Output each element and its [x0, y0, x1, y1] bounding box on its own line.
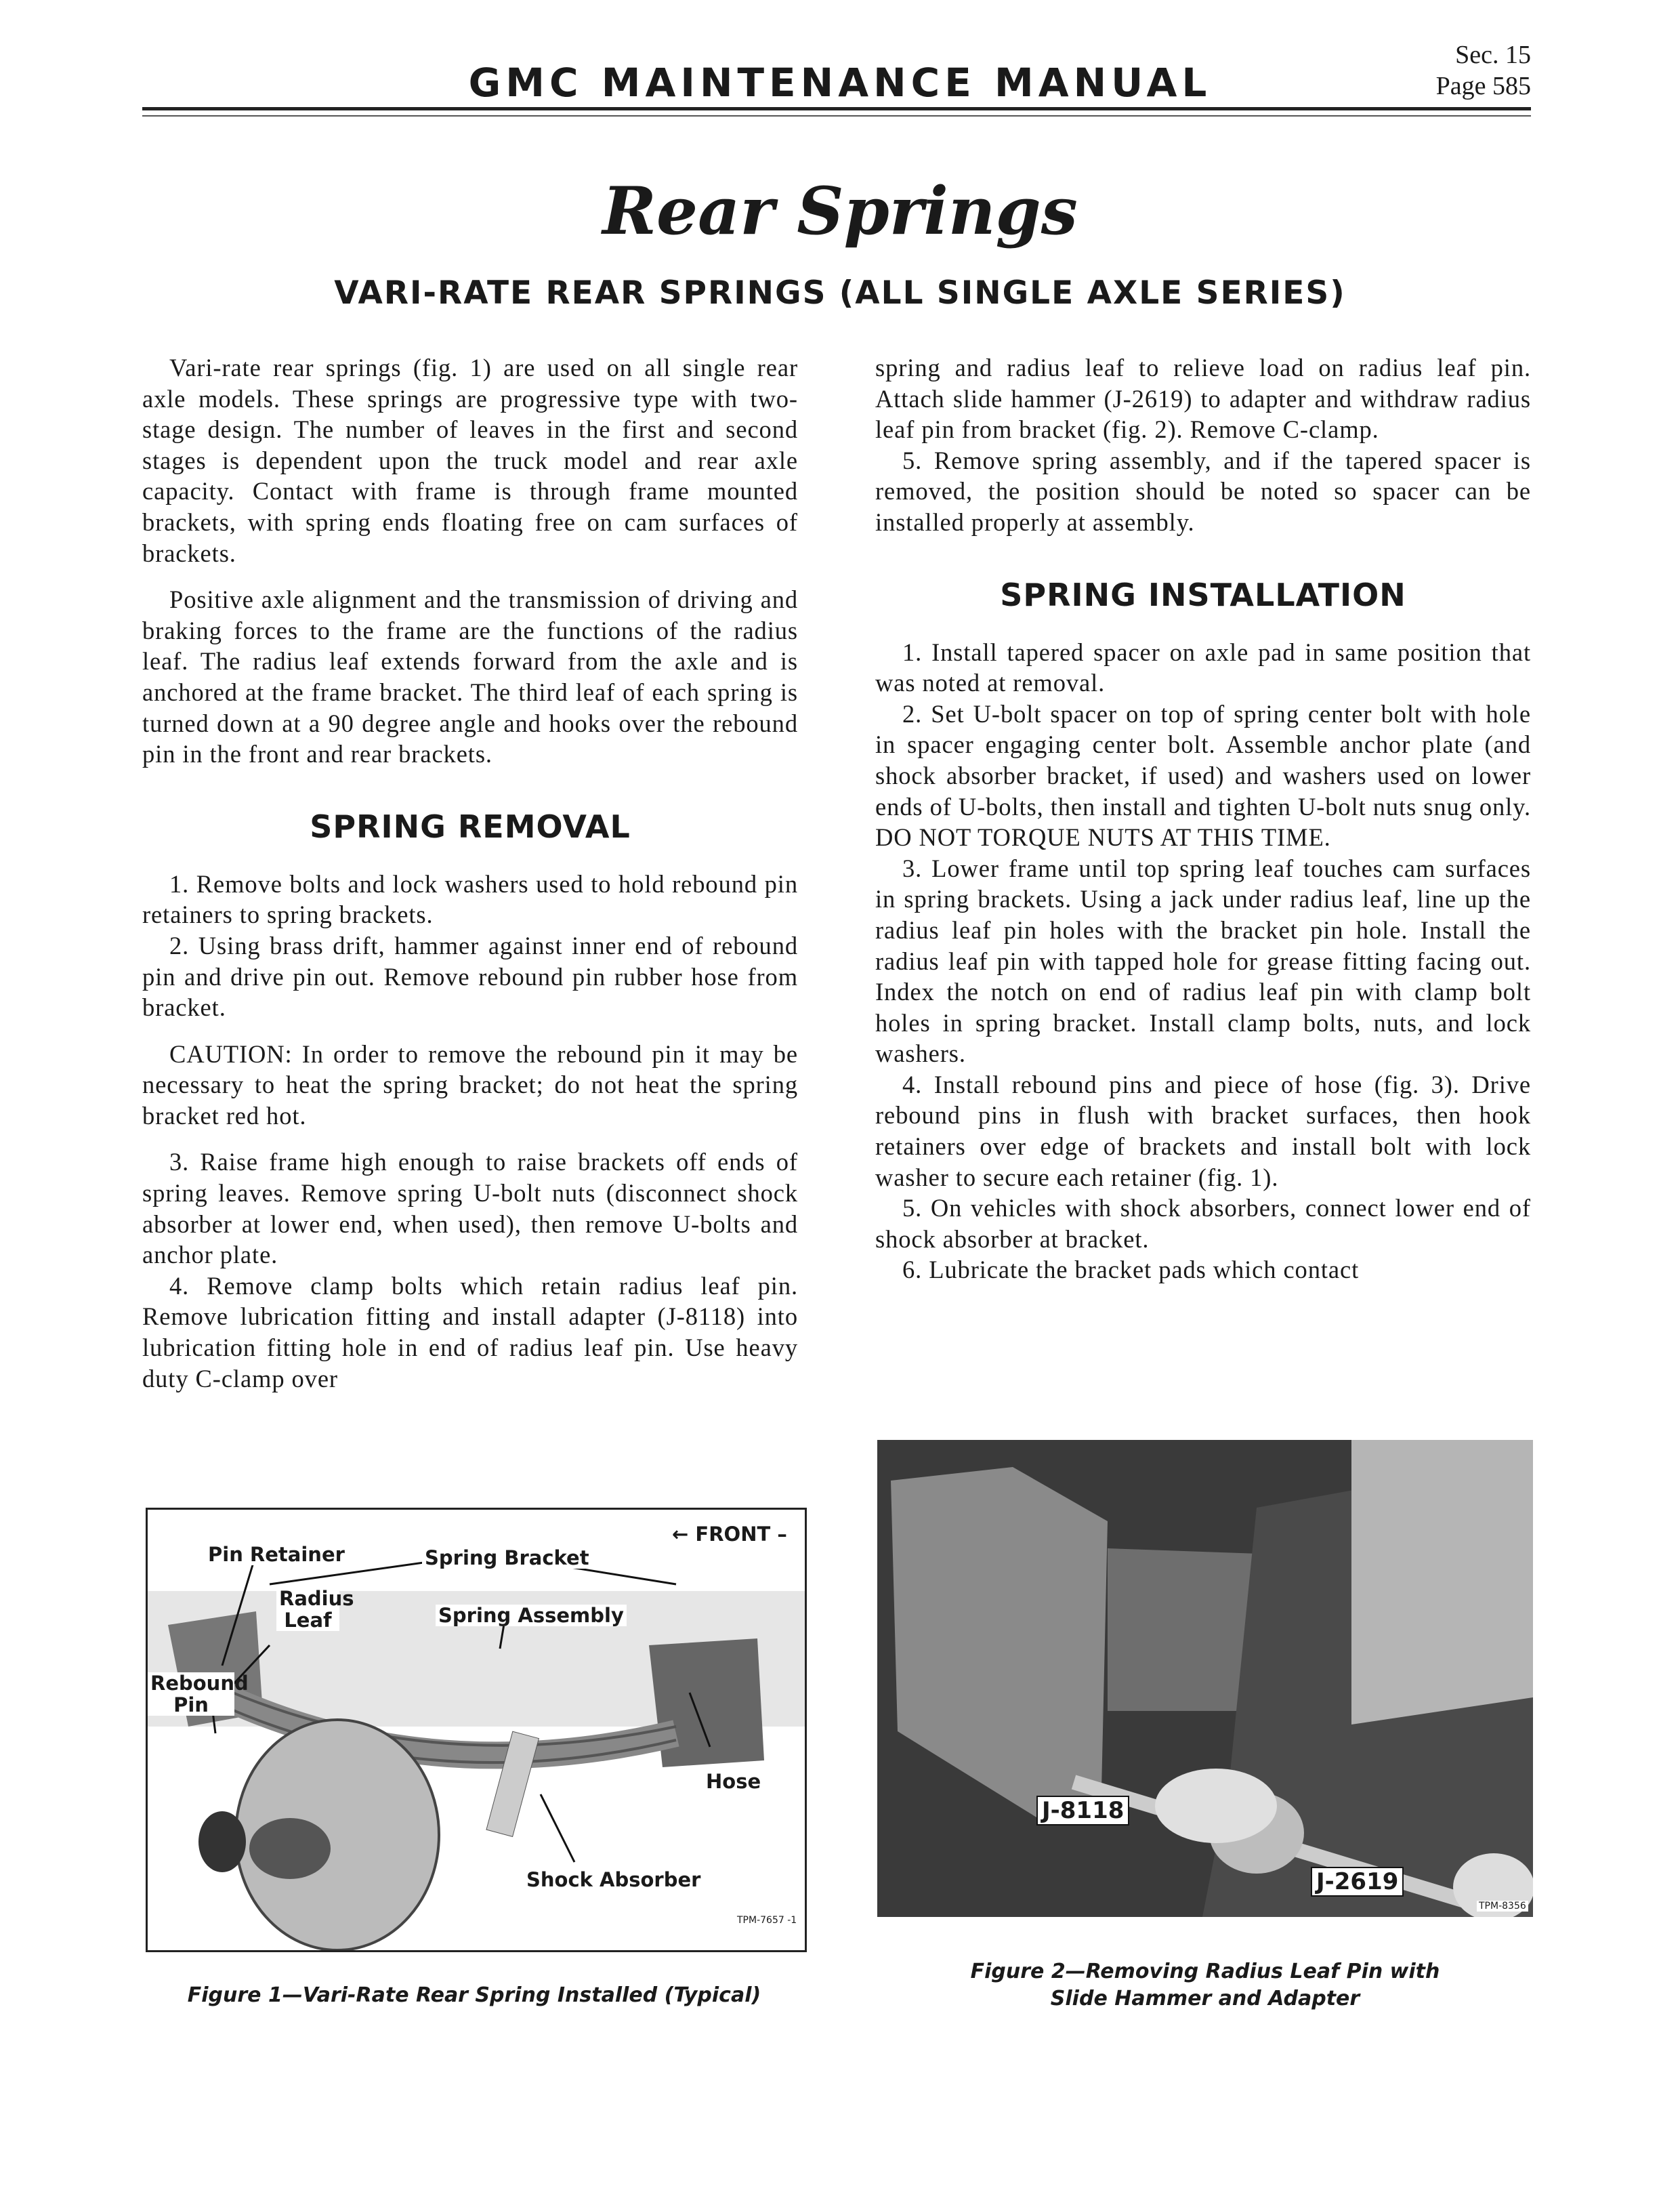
spring-installation-heading: SPRING INSTALLATION — [1000, 576, 1406, 613]
step: 5. On vehicles with shock absorbers, connect lower end of shock absorber at bracket. — [875, 1194, 1531, 1253]
figure-2-photo — [877, 1440, 1533, 1917]
caution: CAUTION: In order to remove the rebound pin it may be necessary to heat the spring bracket; do not heat the spring bracket red hot. — [142, 1039, 798, 1130]
tag-j-2619: J-2619 — [1311, 1867, 1404, 1897]
section-page-info — [1389, 39, 1531, 102]
chapter-title: Rear Springs — [602, 173, 1078, 249]
section-heading: VARI-RATE REAR SPRINGS (ALL SINGLE AXLE SERIES) — [334, 274, 1346, 312]
step: 1. Install tapered spacer on axle pad in same position that was noted at removal. — [875, 638, 1531, 697]
step: 6. Lubricate the bracket pads which contact — [902, 1256, 1360, 1284]
caption-line: Slide Hammer and Adapter — [1050, 1987, 1360, 2010]
section-number: Sec. 15 — [1455, 41, 1531, 69]
step: 4. Install rebound pins and piece of hose (fig. 3). Drive rebound pins in flush with bracket surfaces, then hook retainers over edge of brackets and install bolt with lock washer to secure each retainer (fig. 1). — [875, 1070, 1531, 1191]
step: 2. Set U-bolt spacer on top of spring center bolt with hole in spacer engaging center bolt. Assemble anchor plate (and shock absorber bracket, if used) and washers used on lower ends of U-bolts, then install and tighten U-bolt nuts snug only. DO NOT TORQUE NUTS AT THIS TIME. — [875, 699, 1531, 852]
figure-code: TPM-7657 -1 — [737, 1915, 797, 1926]
label-radius-leaf: Radius Leaf — [276, 1588, 339, 1631]
label-hose: Hose — [703, 1771, 763, 1792]
spring-removal-heading: SPRING REMOVAL — [310, 808, 631, 845]
paragraph: Positive axle alignment and the transmission of driving and braking forces to the frame are the functions of the radius leaf. The radius leaf extends forward from the axle and is anchored at the frame bracket. The third leaf of each spring is turned down at a 90 degree angle and hooks over the rebound pin in the front and rear brackets. — [142, 585, 798, 768]
step: 3. Raise frame high enough to raise brackets off ends of spring leaves. Remove spring U-bolt nuts (disconnect shock absorber at lower end, when used), then remove U-bolts and anchor plate. — [142, 1148, 798, 1269]
header-rule-thin — [142, 115, 1531, 117]
step: 5. Remove spring assembly, and if the tapered spacer is removed, the position should be noted so spacer can be installed properly at assembly. — [875, 446, 1531, 536]
paragraph: spring and radius leaf to relieve load on radius leaf pin. Attach slide hammer (J-2619) to adapter and withdraw radius leaf pin from bracket (fig. 2). Remove C-clamp. — [875, 354, 1531, 444]
page-number: Page 585 — [1435, 72, 1531, 100]
paragraph: Vari-rate rear springs (fig. 1) are used on all single rear axle models. These springs are progressive type with two-stage design. The number of leaves in the first and second stages is dependent upon the truck model and rear axle capacity. Contact with frame is through frame mounted brackets, with spring ends floating free on cam surfaces of brackets. — [142, 354, 798, 567]
manual-title: GMC MAINTENANCE MANUAL — [468, 60, 1212, 106]
step: 1. Remove bolts and lock washers used to hold rebound pin retainers to spring brackets. — [142, 869, 798, 929]
figure-code: TPM-8356 — [1477, 1901, 1528, 1912]
step: 3. Lower frame until top spring leaf touches cam surfaces in spring brackets. Using a jack under radius leaf, line up the radius leaf pin holes with the bracket pin hole. Install the radius leaf pin with tapped hole for grease fitting facing out. Index the notch on end of radius leaf pin with clamp bolt holes in spring bracket. Install clamp bolts, nuts, and lock washers. — [875, 854, 1531, 1068]
label-pin-retainer: Pin Retainer — [205, 1544, 348, 1565]
figure-2-caption — [877, 1958, 1533, 2012]
caption-line: Figure 2—Removing Radius Leaf Pin with — [970, 1960, 1440, 1983]
right-column — [875, 352, 1531, 1285]
label-spring-bracket: Spring Bracket — [422, 1547, 592, 1569]
header-rule — [142, 107, 1531, 110]
figure-1-caption: Figure 1—Vari-Rate Rear Spring Installed (Typical) — [187, 1983, 761, 2007]
rear-spring-drawing — [148, 1510, 805, 1950]
left-column — [142, 352, 798, 1394]
figure-1-illustration — [146, 1508, 807, 1952]
slide-hammer-photo — [877, 1440, 1533, 1917]
label-front: ← FRONT – — [669, 1523, 790, 1545]
label-spring-assembly: Spring Assembly — [436, 1605, 627, 1626]
label-shock-absorber: Shock Absorber — [524, 1869, 703, 1891]
tag-j-8118: J-8118 — [1036, 1796, 1129, 1825]
step: 2. Using brass drift, hammer against inner end of rebound pin and drive pin out. Remove rebound pin rubber hose from bracket. — [142, 931, 798, 1022]
step: 4. Remove clamp bolts which retain radius leaf pin. Remove lubrication fitting and install adapter (J-8118) into lubrication fitting hole in end of radius leaf pin. Use heavy duty C-clamp over — [142, 1271, 798, 1392]
label-rebound-pin: Rebound Pin — [148, 1672, 234, 1716]
